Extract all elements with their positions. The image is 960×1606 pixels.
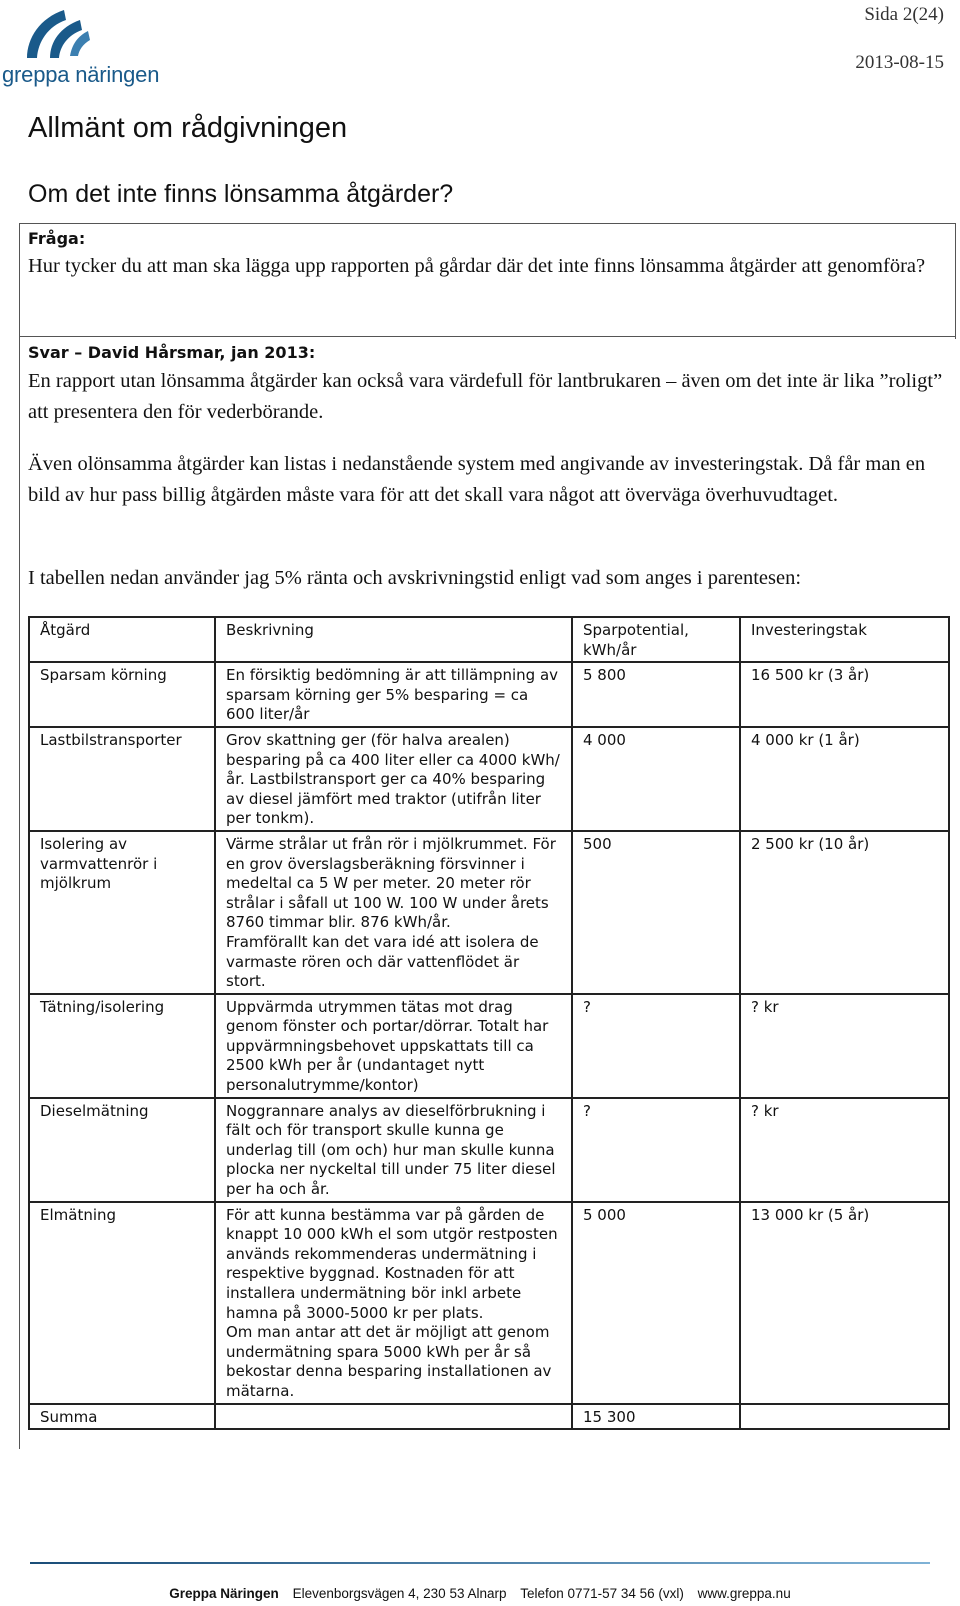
measure-cell: Dieselmätning <box>29 1098 215 1202</box>
question-label: Fråga: <box>28 229 86 248</box>
page-footer <box>0 1586 960 1601</box>
table-row <box>29 662 949 727</box>
investment-cell: 16 500 kr (3 år) <box>740 662 949 727</box>
column-header: Investeringstak <box>740 617 949 662</box>
investment-cell: ? kr <box>740 1098 949 1202</box>
measure-cell: Lastbilstransporter <box>29 727 215 831</box>
summary-investment <box>740 1404 949 1430</box>
table-header-row <box>29 617 949 662</box>
measures-table <box>28 616 950 1430</box>
frame-line-left <box>19 223 20 1449</box>
measure-cell: Isolering av varmvattenrör i mjölkrum <box>29 831 215 994</box>
column-header: Beskrivning <box>215 617 572 662</box>
summary-label: Summa <box>29 1404 215 1430</box>
frame-line-top <box>19 223 956 224</box>
footer-company: Greppa Näringen <box>169 1586 279 1601</box>
frame-line-right <box>955 223 956 339</box>
investment-cell: 4 000 kr (1 år) <box>740 727 949 831</box>
savings-cell: ? <box>572 994 740 1098</box>
answer-paragraph: En rapport utan lönsamma åtgärder kan också vara värdefull för lantbrukaren – även om det inte är lika ”roligt” att presentera den för vederbörande. <box>28 370 943 423</box>
question-text: Hur tycker du att man ska lägga upp rapporten på gårdar där det inte finns lönsamma åtgärder att genomföra? <box>28 255 926 277</box>
description-cell: Värme strålar ut från rör i mjölkrummet. För en grov överslagsberäkning försvinner i medeltal ca 5 W per meter. 20 meter rör strålar i såfall ut 100 W. 100 W under årets 8760 timmar blir. 876 kWh/år. Framförallt kan det vara idé att isolera de varmaste rören och där vattenflödet är stort. <box>215 831 572 994</box>
savings-cell: 500 <box>572 831 740 994</box>
table-summary-row <box>29 1404 949 1430</box>
savings-cell: 5 000 <box>572 1202 740 1404</box>
page-number: Sida 2(24) <box>864 4 944 25</box>
logo-wordmark: greppa näringen <box>2 62 160 87</box>
savings-cell: 4 000 <box>572 727 740 831</box>
investment-cell: 13 000 kr (5 år) <box>740 1202 949 1404</box>
section-heading: Om det inte finns lönsamma åtgärder? <box>28 180 454 208</box>
table-row <box>29 1202 949 1404</box>
footer-divider <box>30 1562 930 1564</box>
footer-address: Elevenborgsvägen 4, 230 53 Alnarp <box>292 1586 507 1601</box>
table-row <box>29 831 949 994</box>
column-header: Åtgärd <box>29 617 215 662</box>
savings-cell: 5 800 <box>572 662 740 727</box>
greppa-logo <box>0 0 175 92</box>
description-cell: Grov skattning ger (för halva arealen) besparing på ca 400 liter eller ca 4000 kWh/år. Lastbilstransport ger ca 40% besparing av diesel jämfört med traktor (utifrån liter per tonkm). <box>215 727 572 831</box>
footer-phone: Telefon 0771-57 34 56 (vxl) <box>520 1586 684 1601</box>
savings-cell: ? <box>572 1098 740 1202</box>
logo-mark-icon <box>0 0 175 64</box>
summary-savings: 15 300 <box>572 1404 740 1430</box>
table-row <box>29 994 949 1098</box>
table-row <box>29 1098 949 1202</box>
column-header: Sparpotential, kWh/år <box>572 617 740 662</box>
answer-paragraph: I tabellen nedan använder jag 5% ränta och avskrivningstid enligt vad som anges i parentesen: <box>28 567 802 589</box>
answer-paragraph: Även olönsamma åtgärder kan listas i nedanstående system med angivande av investeringstak. Då får man en bild av hur pass billig åtgärden måste vara för att det skall vara något att överväga överhuvudtaget. <box>28 453 926 506</box>
document-date: 2013-08-15 <box>855 52 944 73</box>
description-cell: För att kunna bestämma var på gården de knappt 10 000 kWh el som utgör restposten används rekommenderas undermätning i respektive byggnad. Kostnaden för att installera undermätning bör inkl arbete hamna på 3000-5000 kr per plats. Om man antar att det är möjligt att genom undermätning spara 5000 kWh per år så bekostar denna besparing installationen av mätarna. <box>215 1202 572 1404</box>
description-cell: Uppvärmda utrymmen tätas mot drag genom fönster och portar/dörrar. Totalt har uppvärmningsbehovet uppskattats till ca 2500 kWh per år (undantaget nytt personalutrymme/kontor) <box>215 994 572 1098</box>
footer-website[interactable]: www.greppa.nu <box>697 1586 791 1601</box>
answer-label: Svar – David Hårsmar, jan 2013: <box>28 343 316 362</box>
measure-cell: Elmätning <box>29 1202 215 1404</box>
summary-description <box>215 1404 572 1430</box>
measure-cell: Tätning/isolering <box>29 994 215 1098</box>
table-row <box>29 727 949 831</box>
measure-cell: Sparsam körning <box>29 662 215 727</box>
description-cell: Noggrannare analys av dieselförbrukning i fält och för transport skulle kunna ge underlag till (om och) hur man skulle kunna plocka ner nyckeltal till under 75 liter diesel per ha och år. <box>215 1098 572 1202</box>
investment-cell: ? kr <box>740 994 949 1098</box>
main-heading: Allmänt om rådgivningen <box>28 112 348 144</box>
frame-line-divider <box>19 336 956 337</box>
description-cell: En försiktig bedömning är att tillämpning av sparsam körning ger 5% besparing = ca 600 liter/år <box>215 662 572 727</box>
investment-cell: 2 500 kr (10 år) <box>740 831 949 994</box>
